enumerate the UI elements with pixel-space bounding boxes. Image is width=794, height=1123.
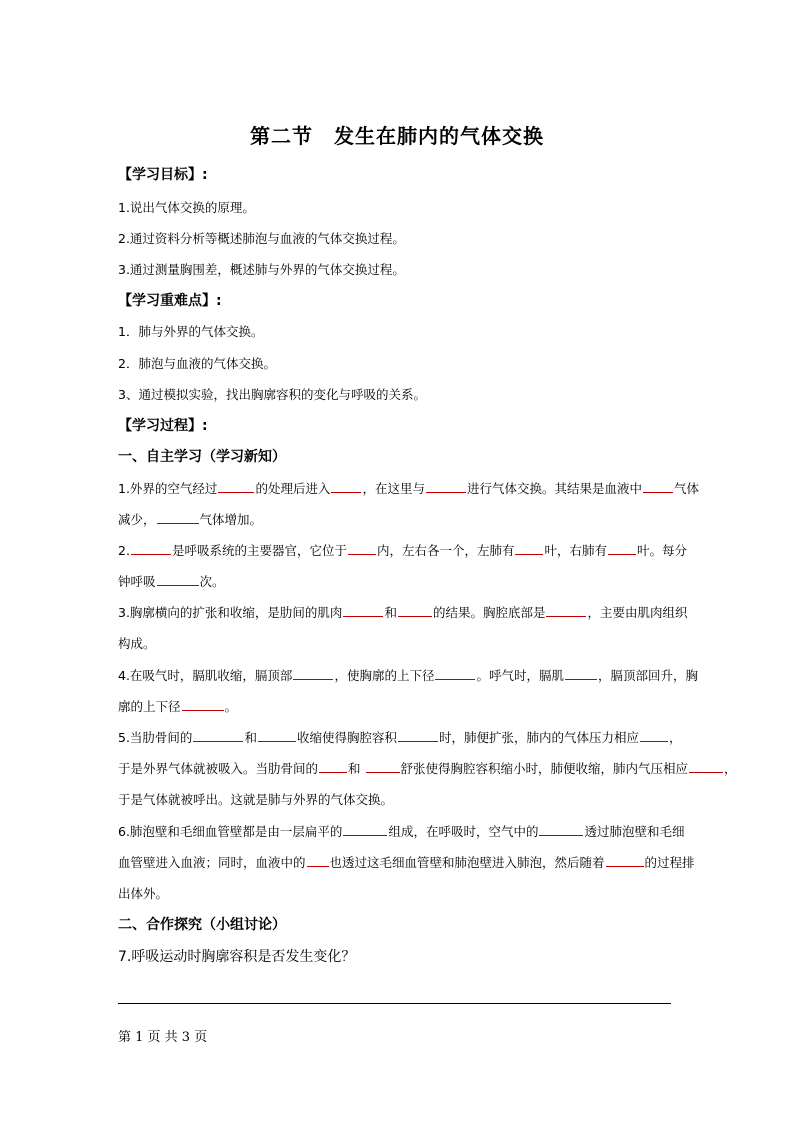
page-number: 第 1 页 共 3 页 (118, 1030, 208, 1045)
fill-blank[interactable] (293, 667, 333, 680)
key-point-item: 2．肺泡与血液的气体交换。 (118, 356, 276, 371)
fill-blank[interactable] (218, 480, 254, 493)
self-study-heading: 一、自主学习（学习新知） (118, 449, 286, 465)
fill-blank[interactable] (435, 667, 475, 680)
fill-blank[interactable] (319, 760, 347, 773)
fill-blank[interactable] (539, 823, 583, 836)
fill-blank[interactable] (258, 729, 296, 742)
question-3-line-2: 构成。 (118, 636, 156, 651)
question-4-line-2: 廓的上下径 。 (118, 699, 238, 714)
footer-divider (118, 1003, 671, 1004)
key-point-item: 1．肺与外界的气体交换。 (118, 324, 264, 339)
fill-blank[interactable] (546, 604, 586, 617)
question-2-line-1: 2. 是呼吸系统的主要器官，它位于 内，左右各一个，左肺有 叶，右肺有 叶。每分 (118, 543, 687, 558)
question-7: 7.呼吸运动时胸廓容积是否发生变化？ (118, 949, 356, 965)
fill-blank[interactable] (193, 729, 243, 742)
fill-blank[interactable] (157, 511, 199, 524)
question-3-line-1: 3.胸廓横向的扩张和收缩，是肋间的肌肉 和 的结果。胸腔底部是 ，主要由肌肉组织 (118, 605, 688, 620)
question-6-line-1: 6.肺泡壁和毛细血管壁都是由一层扁平的 组成，在呼吸时，空气中的 透过肺泡壁和毛细 (118, 824, 685, 839)
fill-blank[interactable] (157, 573, 199, 586)
fill-blank[interactable] (426, 480, 466, 493)
question-4-line-1: 4.在吸气时，膈肌收缩，膈顶部 ，使胸廓的上下径 。呼气时，膈肌 ，膈顶部回升，胸 (118, 668, 698, 683)
question-5-line-2: 于是外界气体就被吸入。当肋骨间的 和 舒张使得胸腔容积缩小时，肺便收缩，肺内气压相应 ， (118, 761, 737, 776)
cooperative-heading: 二、合作探究（小组讨论） (118, 917, 286, 933)
question-1-line-2: 减少， 气体增加。 (118, 512, 263, 527)
fill-blank[interactable] (398, 604, 432, 617)
question-2-line-2: 钟呼吸 次。 (118, 574, 225, 589)
fill-blank[interactable] (343, 823, 387, 836)
key-points-heading: 【学习重难点】: (118, 293, 222, 309)
fill-blank[interactable] (565, 667, 597, 680)
question-5-line-3: 于是气体就被呼出。这就是肺与外界的气体交换。 (118, 792, 394, 807)
fill-blank[interactable] (515, 542, 543, 555)
question-1-line-1: 1.外界的空气经过 的处理后进入 ，在这里与 进行气体交换。其结果是血液中 气体 (118, 481, 699, 496)
goals-heading: 【学习目标】: (118, 167, 208, 183)
fill-blank[interactable] (643, 480, 673, 493)
fill-blank[interactable] (131, 542, 171, 555)
fill-blank[interactable] (343, 604, 383, 617)
fill-blank[interactable] (366, 760, 400, 773)
question-6-line-3: 出体外。 (118, 886, 169, 901)
fill-blank[interactable] (398, 729, 438, 742)
goal-item: 1.说出气体交换的原理。 (118, 200, 255, 215)
question-5-line-1: 5.当肋骨间的 和 收缩使得胸腔容积 时，肺便扩张，肺内的气体压力相应 ， (118, 730, 682, 745)
fill-blank[interactable] (606, 854, 644, 867)
page-title: 第二节 发生在肺内的气体交换 (250, 124, 544, 148)
fill-blank[interactable] (331, 480, 361, 493)
question-6-line-2: 血管壁进入血液；同时，血液中的 也透过这毛细血管壁和肺泡壁进入肺泡，然后随着 的过程排 (118, 855, 695, 870)
fill-blank[interactable] (182, 698, 224, 711)
goal-item: 3.通过测量胸围差，概述肺与外界的气体交换过程。 (118, 262, 405, 277)
fill-blank[interactable] (348, 542, 376, 555)
fill-blank[interactable] (689, 760, 723, 773)
process-heading: 【学习过程】: (118, 418, 208, 434)
goal-item: 2.通过资料分析等概述肺泡与血液的气体交换过程。 (118, 231, 405, 246)
fill-blank[interactable] (307, 854, 329, 867)
fill-blank[interactable] (640, 729, 668, 742)
key-point-item: 3、通过模拟实验，找出胸廓容积的变化与呼吸的关系。 (118, 387, 426, 402)
fill-blank[interactable] (608, 542, 636, 555)
